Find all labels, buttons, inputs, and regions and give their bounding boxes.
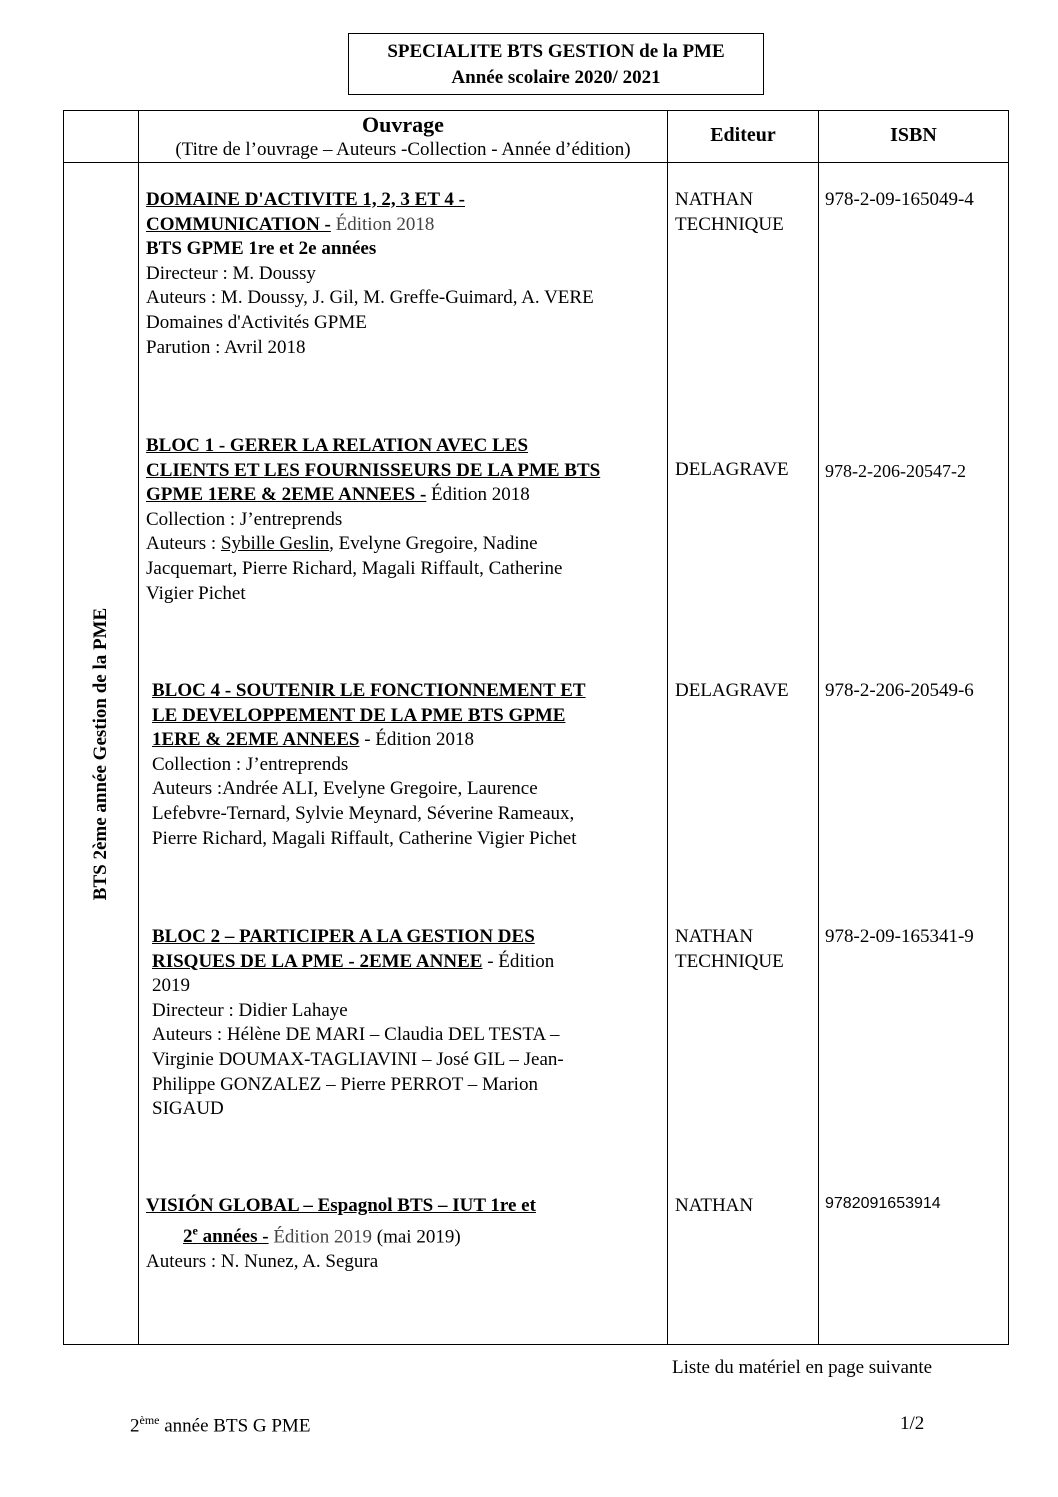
- book-edition: Édition 2019: [268, 1225, 373, 1247]
- authors-rest: , Evelyne Gregoire, Nadine: [329, 533, 538, 555]
- book-title: GPME 1ERE & 2EME ANNEES -: [146, 484, 427, 506]
- class-number: 2: [130, 1415, 140, 1437]
- book-title: RISQUES DE LA PME - 2EME ANNEE: [152, 950, 483, 972]
- page-number: 1/2: [900, 1413, 925, 1434]
- column-header-ouvrage-title: Ouvrage: [362, 112, 444, 137]
- table-border-top: [63, 110, 1009, 111]
- book-title: BLOC 2 – PARTICIPER A LA GESTION DES: [152, 926, 535, 947]
- book-authors-cont: Philippe GONZALEZ – Pierre PERROT – Marion: [152, 1073, 538, 1095]
- book-authors-cont: Jacquemart, Pierre Richard, Magali Riffault, Catherine: [146, 557, 563, 579]
- book-edition-date: (mai 2019): [372, 1225, 461, 1247]
- book-authors: Auteurs :Andrée ALI, Evelyne Gregoire, Laurence: [152, 778, 538, 800]
- book-edition: Édition 2018: [426, 484, 530, 506]
- book-edition: - Édition: [482, 950, 555, 972]
- book-level: BTS GPME 1re et 2e années: [146, 238, 377, 260]
- header-school-year: Année scolaire 2020/ 2021: [451, 67, 661, 88]
- book-authors: Auteurs : Hélène DE MARI – Claudia DEL TESTA –: [152, 1024, 560, 1046]
- title-rest: années -: [197, 1225, 269, 1247]
- book-publisher: NATHAN: [675, 1195, 754, 1216]
- column-header-ouvrage-subtitle: (Titre de l’ouvrage – Auteurs -Collection - Année d’édition): [175, 139, 631, 160]
- publisher-line: TECHNIQUE: [675, 950, 784, 972]
- publisher-line: NATHAN: [675, 926, 754, 947]
- class-superscript: ème: [139, 1413, 160, 1427]
- book-director: Directeur : Didier Lahaye: [152, 999, 348, 1021]
- author-link: Sybille Geslin: [220, 533, 330, 555]
- publisher-line: NATHAN: [675, 189, 754, 210]
- book-title: LE DEVELOPPEMENT DE LA PME BTS GPME: [152, 704, 566, 726]
- table-col-divider-2: [667, 110, 668, 1345]
- book-title: DOMAINE D'ACTIVITE 1, 2, 3 ET 4 -: [146, 189, 465, 210]
- header-title: SPECIALITE BTS GESTION de la PME: [387, 41, 725, 62]
- book-publisher: [675, 925, 784, 974]
- book-title: BLOC 1 - GERER LA RELATION AVEC LES: [146, 435, 529, 456]
- book-collection: Collection : J’entreprends: [152, 753, 349, 775]
- book-authors-cont: Virginie DOUMAX-TAGLIAVINI – José GIL – Jean-: [152, 1048, 564, 1070]
- book-release: Parution : Avril 2018: [146, 336, 306, 358]
- book-entry-bloc-1: [146, 434, 600, 606]
- book-publisher: DELAGRAVE: [675, 680, 789, 701]
- book-authors-cont: Vigier Pichet: [146, 582, 246, 604]
- book-edition: - Édition 2018: [359, 729, 474, 751]
- table-border-right: [1008, 110, 1009, 1345]
- book-director: Directeur : M. Doussy: [146, 262, 316, 284]
- book-authors: Auteurs : N. Nunez, A. Segura: [146, 1250, 379, 1272]
- book-isbn: 978-2-206-20547-2: [825, 461, 966, 481]
- book-entry-vision-global: [146, 1194, 536, 1274]
- book-title: 1ERE & 2EME ANNEES: [152, 729, 360, 751]
- side-label: BTS 2ème année Gestion de la PME: [90, 607, 112, 900]
- book-title: BLOC 4 - SOUTENIR LE FONCTIONNEMENT ET: [152, 680, 586, 701]
- book-entry-bloc-4: [152, 679, 586, 851]
- book-publisher: [675, 188, 784, 237]
- side-label-cell: [63, 163, 139, 1344]
- footer-class-label: [130, 1413, 310, 1437]
- table-col-divider-3: [818, 110, 819, 1345]
- table-header-divider: [63, 162, 1009, 163]
- book-title: [183, 1223, 269, 1247]
- table-border-bottom: [63, 1344, 1009, 1345]
- publisher-line: TECHNIQUE: [675, 213, 784, 235]
- book-title: VISIÓN GLOBAL – Espagnol BTS – IUT 1re et: [146, 1195, 536, 1216]
- book-title: CLIENTS ET LES FOURNISSEURS DE LA PME BTS: [146, 459, 601, 481]
- book-isbn: 9782091653914: [825, 1195, 941, 1212]
- title-number: 2: [183, 1225, 193, 1247]
- authors-prefix: Auteurs :: [146, 533, 221, 555]
- book-title: COMMUNICATION -: [146, 213, 331, 235]
- book-authors: Auteurs : M. Doussy, J. Gil, M. Greffe-Guimard, A. VERE: [146, 287, 594, 309]
- book-edition-year: 2019: [152, 975, 190, 997]
- book-edition: Édition 2018: [330, 213, 435, 235]
- book-authors-cont: Lefebvre-Ternard, Sylvie Meynard, Séverine Rameaux,: [152, 802, 575, 824]
- column-header-isbn: ISBN: [890, 124, 937, 146]
- book-series: Domaines d'Activités GPME: [146, 311, 367, 333]
- book-authors-cont: Pierre Richard, Magali Riffault, Catherine Vigier Pichet: [152, 827, 577, 849]
- book-entry-bloc-2: [152, 925, 564, 1122]
- book-isbn: 978-2-09-165341-9: [825, 926, 974, 947]
- title-superscript: e: [192, 1223, 198, 1238]
- book-isbn: 978-2-206-20549-6: [825, 680, 974, 701]
- book-authors: [146, 532, 600, 557]
- book-isbn: 978-2-09-165049-4: [825, 189, 974, 210]
- next-page-note: Liste du matériel en page suivante: [672, 1357, 933, 1378]
- book-authors-cont: SIGAUD: [152, 1098, 224, 1120]
- book-collection: Collection : J’entreprends: [146, 508, 343, 530]
- document-header: [348, 33, 764, 95]
- class-rest: année BTS G PME: [159, 1415, 311, 1437]
- book-entry-domaine-activite: [146, 188, 594, 360]
- column-header-editeur: Editeur: [710, 124, 776, 146]
- column-header-ouvrage: [139, 112, 667, 162]
- book-publisher: DELAGRAVE: [675, 459, 789, 480]
